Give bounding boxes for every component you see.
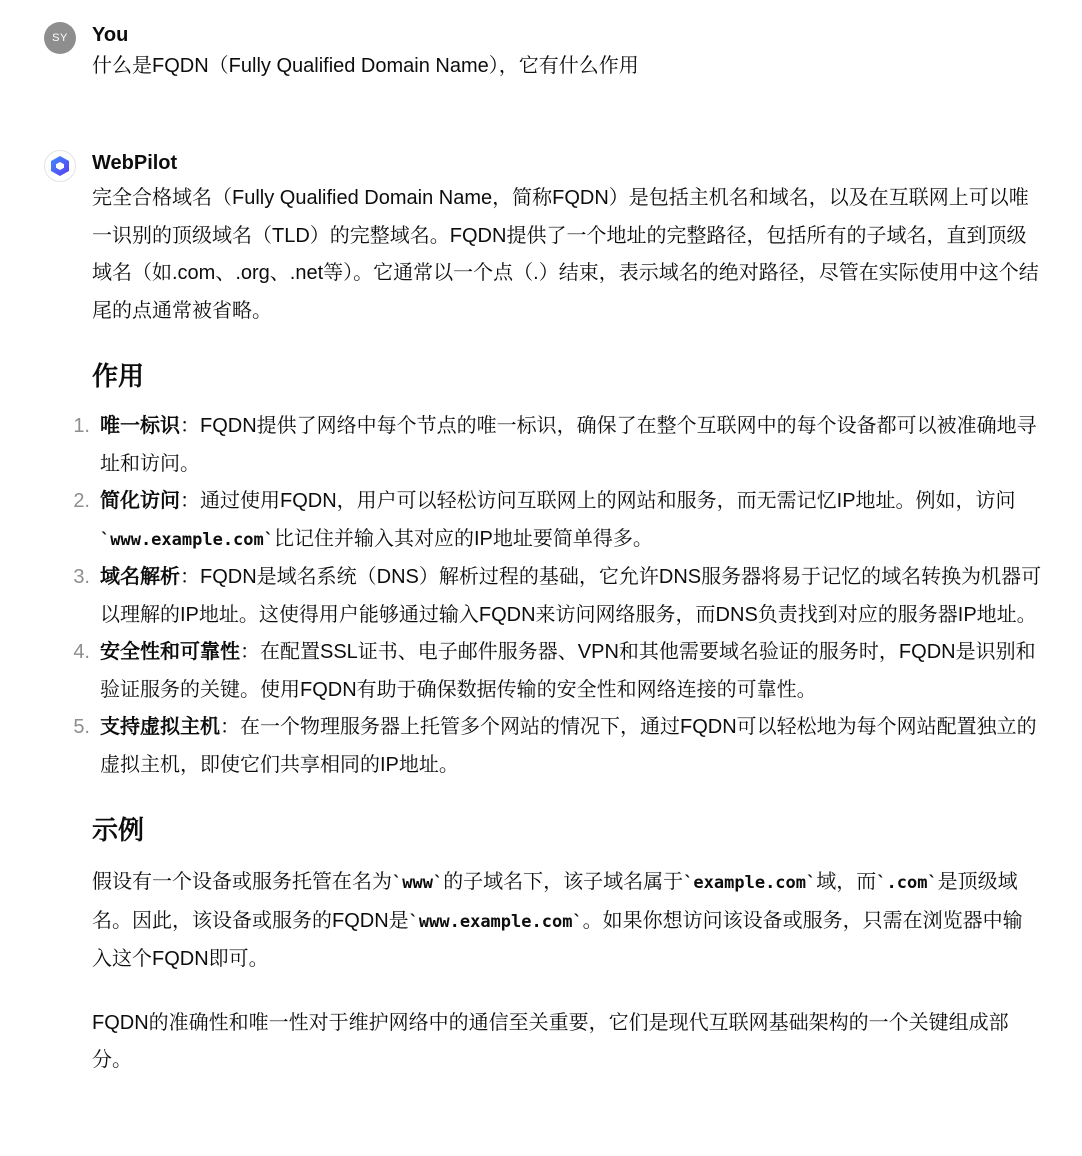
example-text: 域，而 <box>816 871 877 893</box>
list-item-title: 域名解析 <box>100 566 180 588</box>
list-item-separator: ： <box>180 566 200 588</box>
intro-paragraph: 完全合格域名（Fully Qualified Domain Name，简称FQDN）是包括主机名和域名，以及在互联网上可以唯一识别的顶级域名（TLD）的完整域名。FQDN提供了一个地址的完整路径，包括所有的子域名，直到顶级域名（如.com、.org、.net等）。它通常以一个点（.）结束，表示域名的绝对路径，尽管在实际使用中这个结尾的点通常被省略。 <box>92 187 1039 322</box>
user-message-text: 什么是FQDN（Fully Qualified Domain Name），它有什么作用 <box>92 55 639 77</box>
list-item-title: 唯一标识 <box>100 415 180 437</box>
section-title-purpose: 作用 <box>92 361 145 391</box>
list-item-separator: ： <box>220 716 240 738</box>
list-item-title: 安全性和可靠性 <box>100 641 240 663</box>
list-number: 4. <box>73 641 90 663</box>
list-item-text: FQDN是域名系统（DNS）解析过程的基础，它允许DNS服务器将易于记忆的域名转换为机器可以理解的IP地址。这使得用户能够通过输入FQDN来访问网络服务，而DNS负责找到对应的服务器IP地址。 <box>100 566 1042 626</box>
list-item-text: 比记住并输入其对应的IP地址要简单得多。 <box>274 527 653 550</box>
list-item <box>73 559 1042 634</box>
assistant-author-name: WebPilot <box>92 152 178 174</box>
assistant-message-content <box>73 148 1042 1080</box>
inline-code: `example.com` <box>683 873 817 893</box>
list-item <box>73 709 1042 784</box>
assistant-message <box>44 148 1042 1080</box>
list-number: 2. <box>73 490 90 512</box>
inline-code: `www.example.com` <box>408 911 583 932</box>
example-paragraph <box>92 864 1042 979</box>
list-item-separator: ： <box>240 641 260 663</box>
section-title-example: 示例 <box>92 815 145 845</box>
list-item-text: 通过使用FQDN，用户可以轻松访问互联网上的网站和服务，而无需记忆IP地址。例如，访问 <box>200 490 1016 512</box>
conclusion-paragraph: FQDN的准确性和唯一性对于维护网络中的通信至关重要，它们是现代互联网基础架构的一个关键组成部分。 <box>92 1011 1009 1071</box>
user-avatar: SY <box>44 22 76 54</box>
example-text: 。如果你想访问该设备或服务，只需在浏览器中输入这个FQDN即可。 <box>92 909 1023 970</box>
example-text: 假设有一个设备或服务托管在名为 <box>92 871 392 893</box>
list-item-text: FQDN提供了网络中每个节点的唯一标识，确保了在整个互联网中的每个设备都可以被准确地寻址和访问。 <box>100 415 1037 475</box>
webpilot-logo-icon <box>44 150 76 182</box>
inline-code: `.com` <box>876 873 938 893</box>
list-number: 3. <box>73 566 90 588</box>
user-message <box>44 20 1042 82</box>
list-item-text: 在配置SSL证书、电子邮件服务器、VPN和其他需要域名验证的服务时，FQDN是识别和验证服务的关键。使用FQDN有助于确保数据传输的安全性和网络连接的可靠性。 <box>100 641 1036 701</box>
list-item-title: 简化访问 <box>100 490 180 512</box>
list-item-separator: ： <box>180 415 200 437</box>
list-number: 5. <box>73 716 90 738</box>
list-item <box>73 408 1042 483</box>
list-item-separator: ： <box>180 490 200 512</box>
example-text: 是顶级域名。因此，该设备或服务的FQDN是 <box>92 871 1018 932</box>
user-author-name: You <box>92 24 129 46</box>
user-message-content <box>92 20 1042 82</box>
list-number: 1. <box>73 415 90 437</box>
purpose-list <box>73 408 1042 784</box>
list-item <box>73 634 1042 709</box>
list-item-title: 支持虚拟主机 <box>100 716 220 738</box>
inline-code: `www` <box>392 873 444 893</box>
inline-code: `www.example.com` <box>100 529 274 550</box>
webpilot-logo-icon-svg <box>48 154 72 178</box>
list-item <box>73 483 1042 559</box>
list-item-text: 在一个物理服务器上托管多个网站的情况下，通过FQDN可以轻松地为每个网站配置独立的虚拟主机，即使它们共享相同的IP地址。 <box>100 716 1037 776</box>
example-text: 的子域名下，该子域名属于 <box>443 871 684 893</box>
